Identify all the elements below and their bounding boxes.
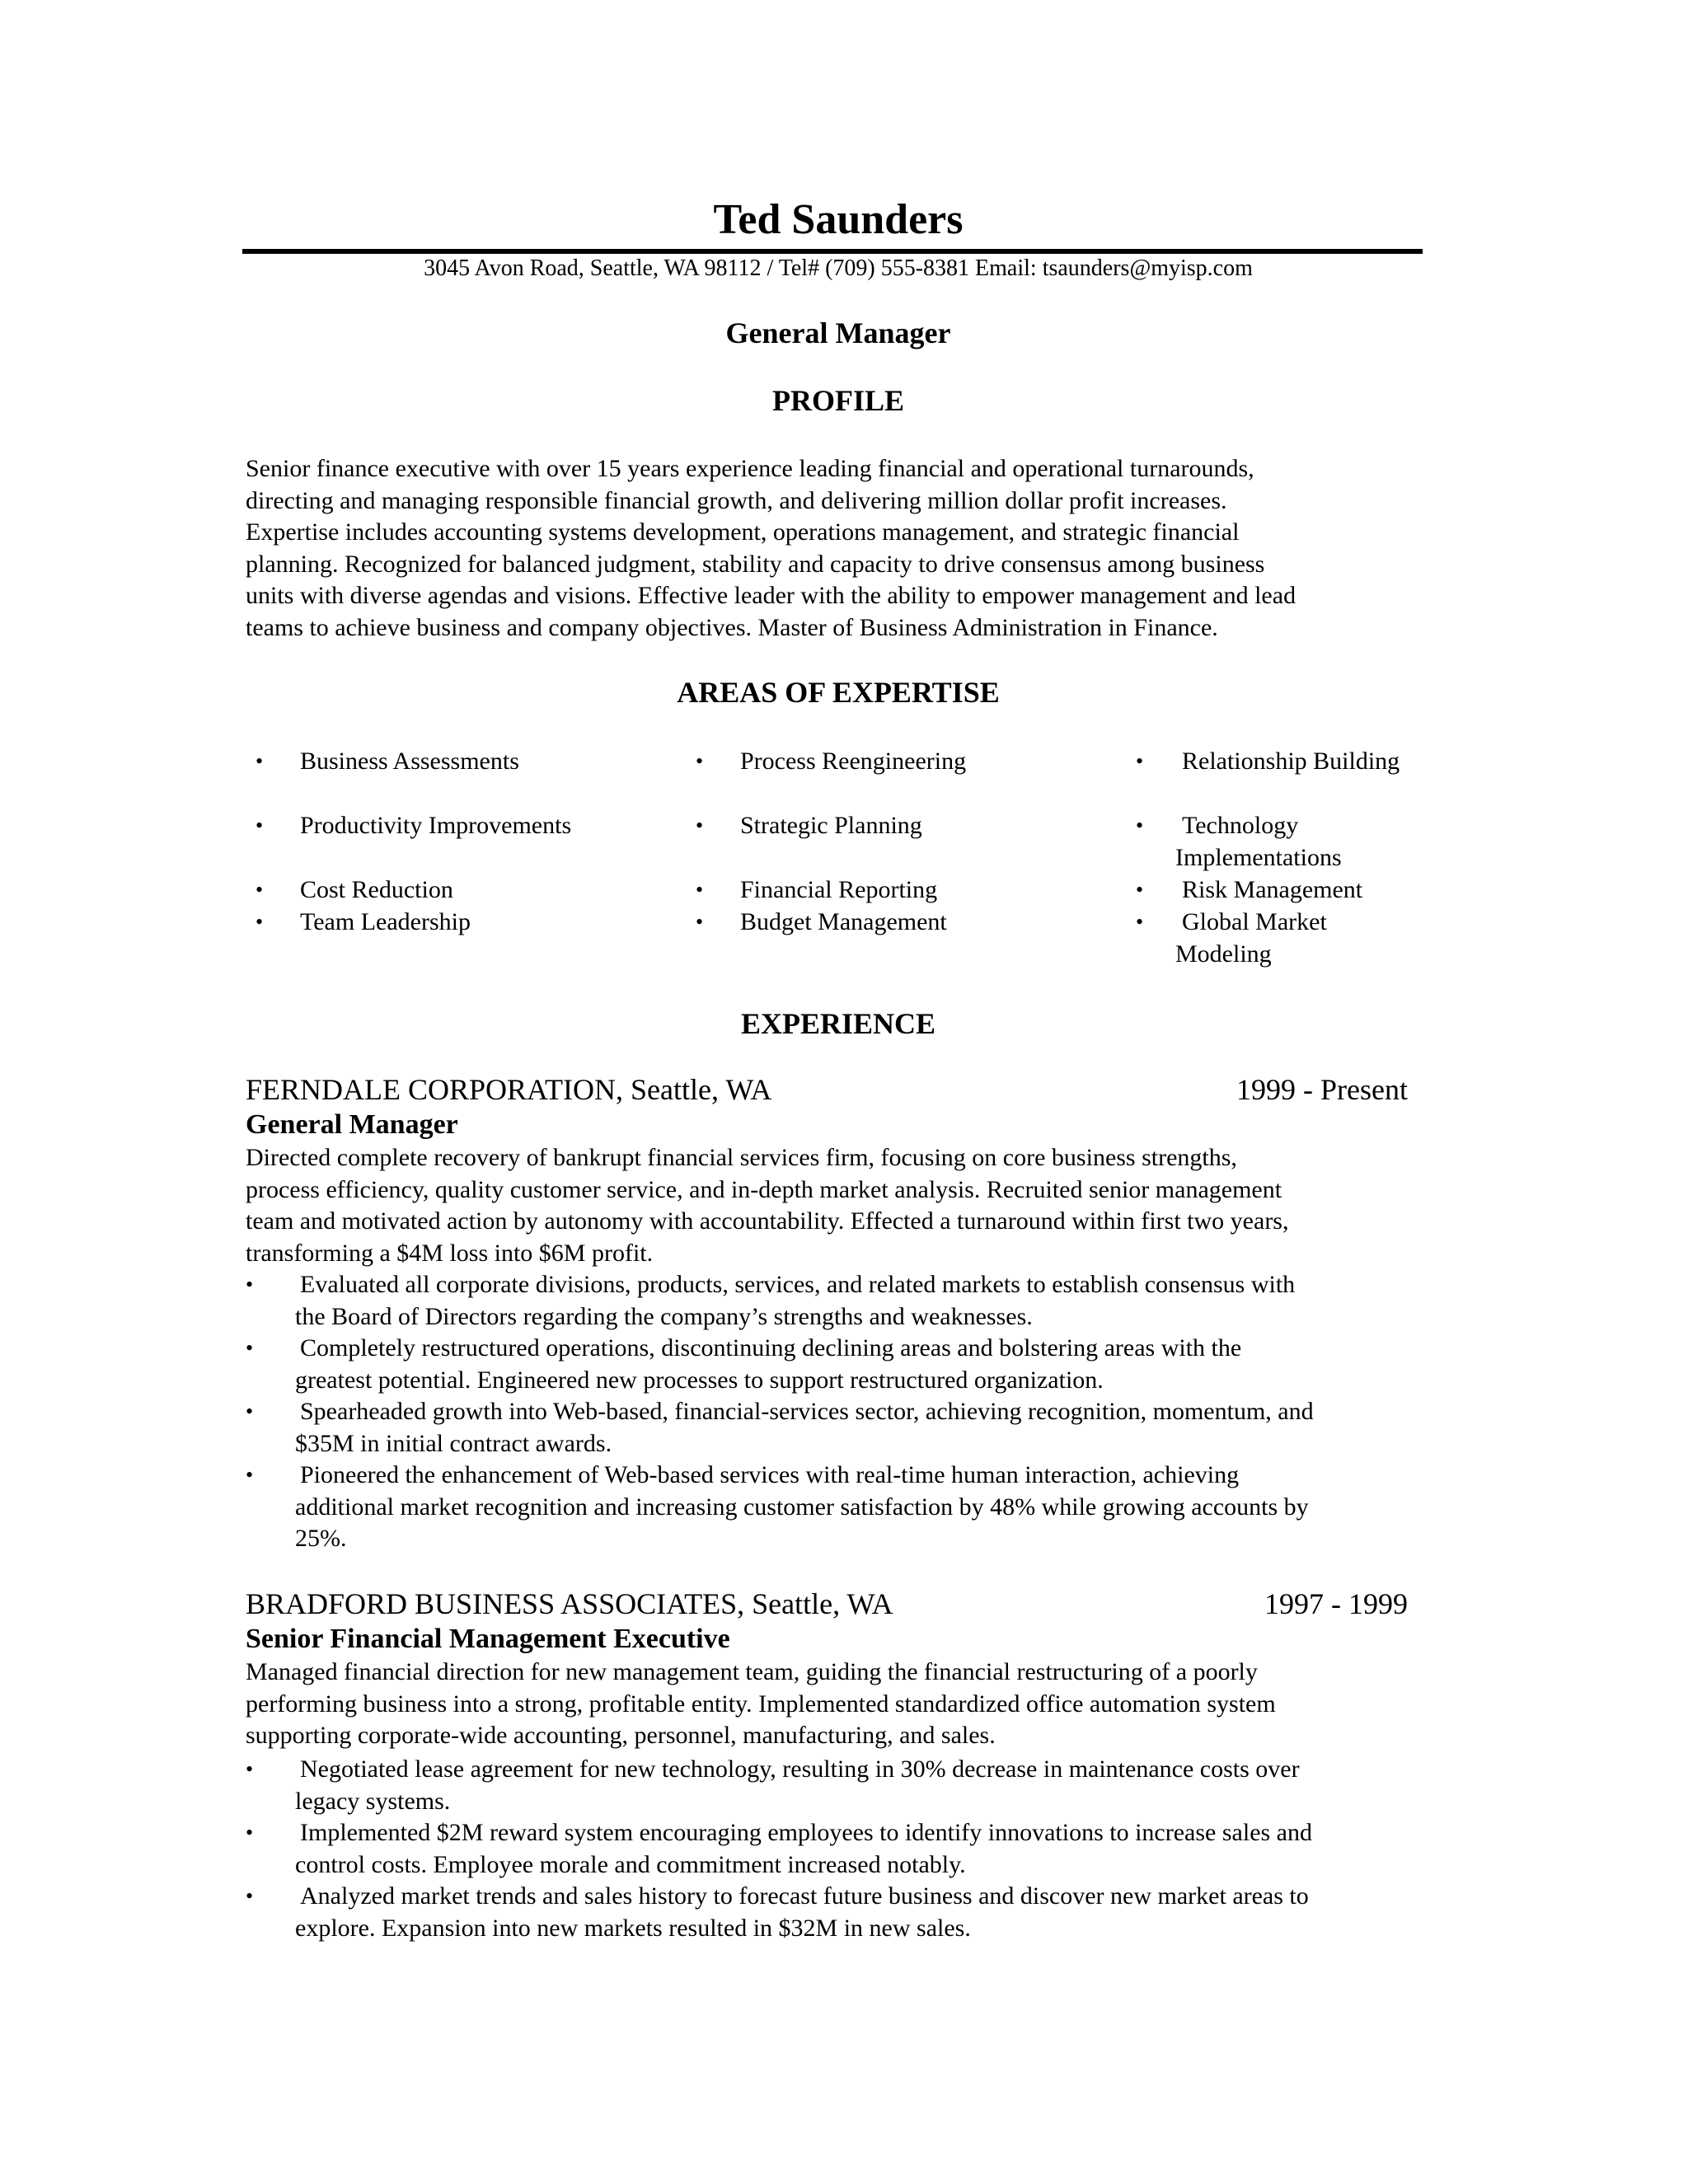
bullet-icon: •	[246, 1336, 254, 1360]
summary-line: Directed complete recovery of bankrupt financial services firm, focusing on core business strengths,	[246, 1144, 1237, 1171]
job-dates: 1999 - Present	[1236, 1073, 1408, 1106]
achievement-item	[246, 1396, 1432, 1460]
expertise-item	[686, 874, 1114, 906]
profile-line: units with diverse agendas and visions. Effective leader with the ability to empower management and lead	[246, 582, 1296, 609]
profile-line: planning. Recognized for balanced judgment, stability and capacity to drive consensus among business	[246, 550, 1265, 578]
expertise-label: Relationship Building	[1182, 748, 1400, 775]
achievement-line: greatest potential. Engineered new processes to support restructured organization.	[295, 1366, 1104, 1394]
expertise-item	[246, 874, 674, 906]
expertise-label: Budget Management	[740, 908, 947, 935]
expertise-item	[246, 745, 674, 809]
profile-paragraph	[246, 453, 1424, 644]
achievement-line: control costs. Employee morale and commitment increased notably.	[295, 1850, 966, 1878]
job-summary	[246, 1657, 1424, 1752]
expertise-item	[1126, 745, 1456, 809]
summary-line: supporting corporate-wide accounting, personnel, manufacturing, and sales.	[246, 1722, 996, 1749]
job-header	[246, 1071, 1408, 1108]
expertise-item	[1126, 874, 1456, 906]
expertise-item	[686, 809, 1114, 874]
bullet-icon: •	[1136, 910, 1144, 934]
job-title: Senior Financial Management Executive	[246, 1624, 730, 1654]
bullet-icon: •	[1136, 813, 1144, 837]
achievement-line: explore. Expansion into new markets resulted in $32M in new sales.	[295, 1914, 971, 1942]
expertise-item	[686, 745, 1114, 809]
bullet-icon: •	[1136, 878, 1144, 902]
expertise-label: Financial Reporting	[740, 876, 938, 903]
company-name: FERNDALE CORPORATION, Seattle, WA	[246, 1073, 772, 1106]
headline: General Manager	[725, 316, 951, 349]
achievement-line: $35M in initial contract awards.	[295, 1429, 612, 1457]
achievement-line: Evaluated all corporate divisions, products, services, and related markets to establish consensus with	[300, 1271, 1296, 1298]
summary-line: performing business into a strong, profitable entity. Implemented standardized office automation system	[246, 1690, 1276, 1718]
contact-info: 3045 Avon Road, Seattle, WA 98112 / Tel# (709) 555-8381 Email: tsaunders@myisp.com	[424, 255, 1253, 281]
company-name: BRADFORD BUSINESS ASSOCIATES, Seattle, WA	[246, 1587, 893, 1620]
expertise-item	[1126, 809, 1456, 874]
bullet-icon: •	[696, 878, 704, 902]
expertise-item	[246, 906, 674, 938]
profile-line: Senior finance executive with over 15 years experience leading financial and operational turnarounds,	[246, 455, 1254, 482]
job-header	[246, 1586, 1408, 1622]
achievement-item	[246, 1817, 1432, 1881]
expertise-item	[246, 809, 674, 874]
expertise-heading: AREAS OF EXPERTISE	[677, 676, 1000, 709]
achievement-line: the Board of Directors regarding the company’s strengths and weaknesses.	[295, 1302, 1033, 1330]
profile-line: directing and managing responsible financial growth, and delivering million dollar profit increases.	[246, 486, 1227, 514]
expertise-item	[1126, 906, 1456, 970]
bullet-icon: •	[246, 1272, 254, 1296]
profile-heading: PROFILE	[771, 384, 904, 417]
expertise-label: Process Reengineering	[740, 748, 967, 775]
achievement-line: Implemented $2M reward system encouraging employees to identify innovations to increase sales and	[300, 1819, 1312, 1846]
profile-line: Expertise includes accounting systems development, operations management, and strategic financial	[246, 518, 1240, 546]
bullet-icon: •	[246, 1884, 254, 1908]
expertise-label: Business Assessments	[300, 748, 519, 775]
bullet-icon: •	[256, 878, 264, 902]
bullet-icon: •	[696, 910, 704, 934]
achievement-line: Completely restructured operations, discontinuing declining areas and bolstering areas with the	[300, 1334, 1242, 1361]
bullet-icon: •	[246, 1757, 254, 1781]
achievement-item	[246, 1333, 1432, 1396]
job-summary	[246, 1142, 1424, 1269]
expertise-label: Productivity Improvements	[300, 812, 572, 839]
achievement-line: 25%.	[295, 1525, 347, 1552]
expertise-label: Team Leadership	[300, 908, 471, 935]
achievement-line: legacy systems.	[295, 1787, 451, 1815]
bullet-icon: •	[696, 813, 704, 837]
candidate-name: Ted Saunders	[713, 196, 964, 243]
bullet-icon: •	[246, 1463, 254, 1487]
bullet-icon: •	[256, 749, 264, 773]
achievement-line: Negotiated lease agreement for new technology, resulting in 30% decrease in maintenance costs over	[300, 1755, 1300, 1783]
achievement-line: Spearheaded growth into Web-based, financial-services sector, achieving recognition, momentum, and	[300, 1398, 1314, 1425]
achievement-item	[246, 1460, 1432, 1555]
bullet-icon: •	[246, 1399, 254, 1423]
bullet-icon: •	[256, 813, 264, 837]
expertise-label: Cost Reduction	[300, 876, 453, 903]
expertise-label: Strategic Planning	[740, 812, 922, 839]
summary-line: team and motivated action by autonomy with accountability. Effected a turnaround within first two years,	[246, 1207, 1289, 1235]
expertise-label: Global Market Modeling	[1175, 908, 1327, 968]
bullet-icon: •	[1136, 749, 1144, 773]
achievement-line: additional market recognition and increasing customer satisfaction by 48% while growing accounts by	[295, 1493, 1309, 1521]
bullet-icon: •	[696, 749, 704, 773]
achievement-item	[246, 1754, 1432, 1817]
job-title: General Manager	[246, 1109, 458, 1140]
achievement-line: Analyzed market trends and sales history to forecast future business and discover new market areas to	[300, 1882, 1309, 1910]
profile-line: teams to achieve business and company objectives. Master of Business Administration in Finance.	[246, 613, 1218, 641]
achievement-item	[246, 1881, 1432, 1944]
bullet-icon: •	[246, 1821, 254, 1844]
expertise-column-2	[686, 745, 1114, 938]
expertise-column-1	[246, 745, 674, 938]
achievement-line: Pioneered the enhancement of Web-based services with real-time human interaction, achieving	[300, 1461, 1240, 1488]
summary-line: process efficiency, quality customer service, and in-depth market analysis. Recruited senior management	[246, 1175, 1282, 1203]
job-bullets	[246, 1754, 1432, 1944]
experience-heading: EXPERIENCE	[740, 1007, 936, 1040]
expertise-label: Technology Implementations	[1175, 812, 1342, 871]
job-dates: 1997 - 1999	[1264, 1587, 1408, 1620]
summary-line: transforming a $4M loss into $6M profit.	[246, 1239, 654, 1267]
achievement-item	[246, 1269, 1432, 1333]
summary-line: Managed financial direction for new management team, guiding the financial restructuring of a poorly	[246, 1658, 1258, 1685]
expertise-item	[686, 906, 1114, 938]
expertise-label: Risk Management	[1182, 876, 1363, 903]
expertise-column-3	[1126, 745, 1456, 970]
bullet-icon: •	[256, 910, 264, 934]
job-bullets	[246, 1269, 1432, 1555]
